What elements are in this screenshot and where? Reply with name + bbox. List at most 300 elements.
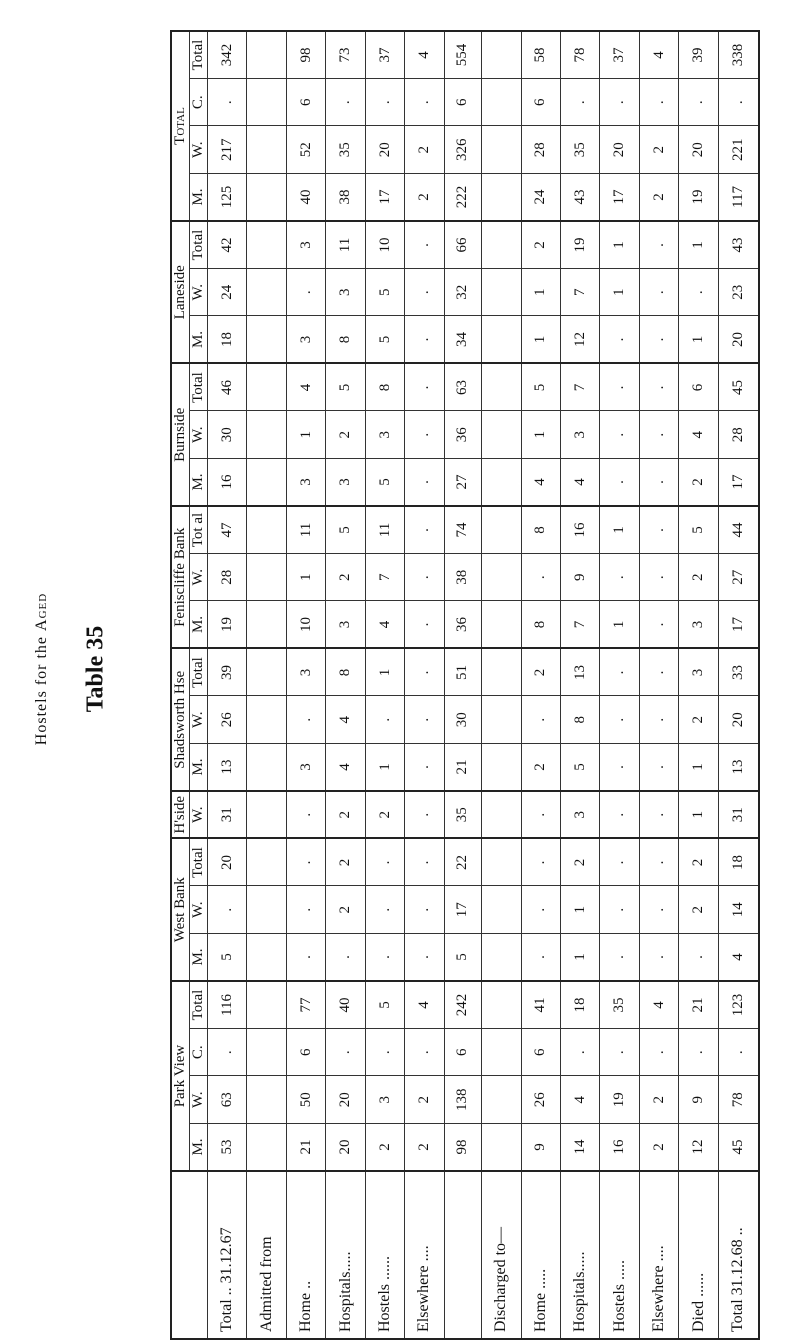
table-cell: 2 (326, 554, 365, 602)
table-row (444, 31, 481, 1339)
table-cell: 26 (208, 696, 247, 744)
row-label (444, 1171, 481, 1339)
table-cell: 35 (326, 126, 365, 174)
table-cell: . (639, 364, 678, 412)
table-cell (247, 744, 286, 792)
table-cell: 6 (521, 1029, 560, 1077)
table-cell: . (286, 886, 325, 934)
table-cell: 28 (208, 554, 247, 602)
table-row (718, 31, 759, 1339)
table-cell: 2 (405, 1076, 444, 1124)
table-cell: 20 (600, 126, 639, 174)
table-cell: . (405, 79, 444, 127)
hostels-table (170, 30, 760, 1340)
table-cell: . (600, 79, 639, 127)
table-cell: 17 (718, 459, 759, 507)
table-cell: 5 (365, 981, 404, 1029)
table-cell: 4 (405, 981, 444, 1029)
table-cell (482, 316, 521, 364)
group-header: Shadsworth Hse (171, 649, 190, 792)
table-cell: 3 (326, 269, 365, 317)
table-cell: . (365, 79, 404, 127)
table-cell: 31 (718, 791, 759, 839)
group-header: Burnside (171, 364, 190, 507)
column-header: M. (190, 316, 208, 364)
table-cell: . (286, 839, 325, 887)
table-cell: 43 (718, 221, 759, 269)
table-cell: 16 (600, 1124, 639, 1172)
table-cell: 2 (365, 1124, 404, 1172)
table-cell: 326 (444, 126, 481, 174)
table-cell: . (679, 1029, 718, 1077)
table-cell: 1 (286, 411, 325, 459)
row-label: Total 31.12.68 .. (718, 1171, 759, 1339)
table-cell: . (600, 364, 639, 412)
column-header: Total (190, 364, 208, 412)
table-cell: . (639, 269, 678, 317)
table-cell: . (405, 506, 444, 554)
table-cell: 36 (444, 601, 481, 649)
table-cell: 1 (521, 316, 560, 364)
table-cell: 17 (600, 174, 639, 222)
column-header: C. (190, 1029, 208, 1077)
table-cell: 10 (286, 601, 325, 649)
table-cell: 1 (561, 934, 600, 982)
table-cell (247, 1124, 286, 1172)
table-cell: 217 (208, 126, 247, 174)
table-cell: . (600, 934, 639, 982)
table-cell: 45 (718, 1124, 759, 1172)
table-cell (247, 696, 286, 744)
table-cell (482, 174, 521, 222)
table-cell (247, 174, 286, 222)
table-cell: 19 (600, 1076, 639, 1124)
table-cell: 17 (365, 174, 404, 222)
row-label: Home ..... (521, 1171, 560, 1339)
group-header: Park View (171, 981, 190, 1171)
table-cell: 5 (365, 316, 404, 364)
table-cell: 8 (521, 601, 560, 649)
table-cell: 2 (679, 839, 718, 887)
table-cell: 44 (718, 506, 759, 554)
column-header: Total (190, 981, 208, 1029)
table-cell: . (639, 1029, 678, 1077)
table-cell: . (639, 316, 678, 364)
table-cell: 21 (679, 981, 718, 1029)
row-label: Elsewhere .... (405, 1171, 444, 1339)
table-cell (247, 79, 286, 127)
table-cell: . (405, 649, 444, 697)
table-cell: 7 (365, 554, 404, 602)
table-row (247, 31, 286, 1339)
table-cell: 9 (521, 1124, 560, 1172)
table-cell: 221 (718, 126, 759, 174)
table-row (679, 31, 718, 1339)
table-cell: . (600, 839, 639, 887)
table-cell: 3 (679, 649, 718, 697)
row-label: Hostels ..... (600, 1171, 639, 1339)
column-header: W. (190, 696, 208, 744)
column-header: W. (190, 126, 208, 174)
table-cell: 1 (679, 221, 718, 269)
table-cell: . (639, 221, 678, 269)
table-cell: 2 (561, 839, 600, 887)
table-container (170, 30, 760, 1340)
table-cell (247, 506, 286, 554)
table-cell: . (639, 411, 678, 459)
table-cell: 9 (561, 554, 600, 602)
row-label: Admitted from (247, 1171, 286, 1339)
table-cell: 117 (718, 174, 759, 222)
table-cell: 1 (521, 269, 560, 317)
table-cell: 74 (444, 506, 481, 554)
table-cell: 17 (444, 886, 481, 934)
table-cell: . (405, 934, 444, 982)
table-cell: . (521, 886, 560, 934)
table-cell: 2 (326, 839, 365, 887)
row-label-header (171, 1171, 208, 1339)
table-cell: . (208, 1029, 247, 1077)
table-cell: . (639, 79, 678, 127)
table-cell: 2 (639, 174, 678, 222)
table-cell: 27 (444, 459, 481, 507)
table-cell: 3 (326, 459, 365, 507)
table-cell: 1 (286, 554, 325, 602)
table-cell: 53 (208, 1124, 247, 1172)
column-header: M. (190, 744, 208, 792)
table-cell: 7 (561, 269, 600, 317)
table-cell (482, 744, 521, 792)
table-cell: 4 (405, 31, 444, 79)
table-cell: 16 (561, 506, 600, 554)
table-cell: 18 (208, 316, 247, 364)
table-cell: . (679, 934, 718, 982)
table-cell: 2 (326, 886, 365, 934)
table-cell: . (600, 411, 639, 459)
table-cell (482, 886, 521, 934)
table-cell: 2 (639, 126, 678, 174)
table-cell: . (365, 696, 404, 744)
table-cell: 4 (286, 364, 325, 412)
table-cell: 5 (326, 364, 365, 412)
table-cell: 45 (718, 364, 759, 412)
table-cell: 30 (208, 411, 247, 459)
table-cell: . (286, 791, 325, 839)
table-cell: 35 (600, 981, 639, 1029)
table-cell (482, 1076, 521, 1124)
table-cell: 5 (679, 506, 718, 554)
table-row (326, 31, 365, 1339)
table-cell: 13 (208, 744, 247, 792)
row-label: Died ...... (679, 1171, 718, 1339)
table-cell: . (561, 1029, 600, 1077)
column-header: Total (190, 649, 208, 697)
table-cell: . (208, 79, 247, 127)
group-header: Feniscliffe Bank (171, 506, 190, 649)
table-cell: . (600, 886, 639, 934)
group-header: West Bank (171, 839, 190, 982)
column-header: Total (190, 221, 208, 269)
table-row (600, 31, 639, 1339)
column-header: Total (190, 839, 208, 887)
table-cell: 43 (561, 174, 600, 222)
column-header: M. (190, 174, 208, 222)
table-cell (247, 601, 286, 649)
table-cell: 4 (561, 459, 600, 507)
column-header: Tot al (190, 506, 208, 554)
table-cell: 11 (326, 221, 365, 269)
table-cell: . (600, 696, 639, 744)
table-cell: 31 (208, 791, 247, 839)
column-header: C. (190, 79, 208, 127)
row-label: Hostels ...... (365, 1171, 404, 1339)
table-cell: 2 (639, 1124, 678, 1172)
table-row (639, 31, 678, 1339)
table-cell: . (405, 601, 444, 649)
table-cell: 5 (326, 506, 365, 554)
table-cell: 3 (365, 1076, 404, 1124)
table-number: Table 35 (82, 625, 109, 713)
table-cell: 2 (326, 411, 365, 459)
table-cell: . (521, 791, 560, 839)
table-cell: 39 (208, 649, 247, 697)
table-cell: . (600, 649, 639, 697)
table-cell: 16 (208, 459, 247, 507)
table-cell (482, 981, 521, 1029)
table-cell: 2 (405, 1124, 444, 1172)
table-cell: . (639, 649, 678, 697)
column-header: W. (190, 411, 208, 459)
row-label: Hospitals..... (326, 1171, 365, 1339)
row-label: Total .. 31.12.67 (208, 1171, 247, 1339)
table-cell: . (718, 79, 759, 127)
table-cell: 21 (286, 1124, 325, 1172)
table-cell: 38 (326, 174, 365, 222)
table-cell: . (521, 934, 560, 982)
table-cell: 1 (600, 506, 639, 554)
table-cell: 3 (365, 411, 404, 459)
table-cell (482, 649, 521, 697)
table-cell: 5 (444, 934, 481, 982)
table-cell (247, 649, 286, 697)
table-cell: 2 (679, 554, 718, 602)
table-cell (482, 79, 521, 127)
table-cell: 78 (718, 1076, 759, 1124)
table-cell: 3 (679, 601, 718, 649)
table-cell: . (405, 411, 444, 459)
table-cell: 24 (521, 174, 560, 222)
table-cell: 242 (444, 981, 481, 1029)
table-row (365, 31, 404, 1339)
table-cell: . (639, 506, 678, 554)
row-label: Discharged to— (482, 1171, 521, 1339)
table-cell: . (600, 554, 639, 602)
table-cell: . (639, 601, 678, 649)
table-cell: 5 (365, 269, 404, 317)
table-cell (482, 554, 521, 602)
column-header: M. (190, 934, 208, 982)
table-cell: . (521, 696, 560, 744)
table-cell (247, 554, 286, 602)
table-cell: 554 (444, 31, 481, 79)
table-cell: 40 (286, 174, 325, 222)
table-cell (247, 459, 286, 507)
table-cell: 98 (286, 31, 325, 79)
table-cell: . (405, 744, 444, 792)
table-body (208, 31, 760, 1339)
table-cell: 2 (521, 221, 560, 269)
running-header-emphasis: Aged (33, 592, 50, 631)
group-header: Laneside (171, 221, 190, 364)
table-cell: 2 (521, 649, 560, 697)
table-cell (247, 364, 286, 412)
table-cell: . (405, 886, 444, 934)
table-cell: 11 (365, 506, 404, 554)
table-cell: 19 (561, 221, 600, 269)
table-cell: 18 (718, 839, 759, 887)
table-cell: 58 (521, 31, 560, 79)
table-cell: 37 (600, 31, 639, 79)
table-cell: 21 (444, 744, 481, 792)
table-cell (247, 791, 286, 839)
table-cell: 63 (444, 364, 481, 412)
table-cell: . (639, 744, 678, 792)
row-label: Elsewhere .... (639, 1171, 678, 1339)
table-cell (247, 1029, 286, 1077)
table-cell: 1 (600, 269, 639, 317)
table-cell: . (600, 316, 639, 364)
table-cell: 123 (718, 981, 759, 1029)
table-cell: 23 (718, 269, 759, 317)
table-cell: 39 (679, 31, 718, 79)
table-cell: 47 (208, 506, 247, 554)
table-row (521, 31, 560, 1339)
table-cell: 6 (679, 364, 718, 412)
table-cell: 338 (718, 31, 759, 79)
table-cell: 20 (718, 316, 759, 364)
running-header (33, 593, 51, 745)
table-cell: 3 (286, 649, 325, 697)
table-cell: . (600, 744, 639, 792)
table-cell: 1 (600, 221, 639, 269)
table-cell (247, 316, 286, 364)
table-cell: 222 (444, 174, 481, 222)
table-cell: 19 (679, 174, 718, 222)
table-cell: 6 (521, 79, 560, 127)
table-cell: 52 (286, 126, 325, 174)
table-cell: 6 (444, 1029, 481, 1077)
table-cell: 7 (561, 601, 600, 649)
table-row (482, 31, 521, 1339)
table-cell: . (326, 79, 365, 127)
table-cell: 46 (208, 364, 247, 412)
table-cell: 125 (208, 174, 247, 222)
column-header: W. (190, 269, 208, 317)
table-cell: 50 (286, 1076, 325, 1124)
table-cell: . (521, 839, 560, 887)
table-cell (482, 1029, 521, 1077)
table-cell: 3 (326, 601, 365, 649)
table-cell: 20 (208, 839, 247, 887)
table-cell: . (639, 791, 678, 839)
group-header: H'side (171, 791, 190, 839)
table-cell (482, 459, 521, 507)
table-cell (482, 221, 521, 269)
table-cell: 1 (521, 411, 560, 459)
table-cell: 4 (561, 1076, 600, 1124)
table-cell: 6 (286, 79, 325, 127)
table-cell: 2 (521, 744, 560, 792)
table-cell: 5 (561, 744, 600, 792)
table-cell: 14 (718, 886, 759, 934)
table-row (208, 31, 247, 1339)
table-cell: 18 (561, 981, 600, 1029)
table-cell (482, 269, 521, 317)
table-cell: 26 (521, 1076, 560, 1124)
table-cell (247, 839, 286, 887)
table-cell: 12 (679, 1124, 718, 1172)
table-cell: 30 (444, 696, 481, 744)
table-cell: 66 (444, 221, 481, 269)
table-cell: . (600, 791, 639, 839)
table-cell: 8 (326, 316, 365, 364)
table-cell: 73 (326, 31, 365, 79)
table-cell (247, 886, 286, 934)
column-header: M. (190, 1124, 208, 1172)
table-cell (482, 601, 521, 649)
table-cell: 4 (521, 459, 560, 507)
table-cell: 342 (208, 31, 247, 79)
table-cell (482, 31, 521, 79)
column-header: W. (190, 554, 208, 602)
table-cell (247, 126, 286, 174)
table-cell: . (405, 839, 444, 887)
table-cell: 2 (679, 459, 718, 507)
table-cell: 19 (208, 601, 247, 649)
table-cell (482, 126, 521, 174)
table-cell (482, 1124, 521, 1172)
table-cell: . (326, 1029, 365, 1077)
table-cell: 1 (365, 649, 404, 697)
table-cell: 3 (561, 791, 600, 839)
table-cell: 32 (444, 269, 481, 317)
table-cell: 51 (444, 649, 481, 697)
table-cell: . (561, 79, 600, 127)
table-cell: 78 (561, 31, 600, 79)
table-cell (247, 934, 286, 982)
table-cell: 42 (208, 221, 247, 269)
table-cell: . (405, 221, 444, 269)
table-cell: 2 (365, 791, 404, 839)
column-header: M. (190, 601, 208, 649)
table-cell: 5 (365, 459, 404, 507)
table-cell: . (405, 364, 444, 412)
table-cell: 98 (444, 1124, 481, 1172)
table-cell: 2 (405, 174, 444, 222)
table-cell: 2 (639, 1076, 678, 1124)
table-cell: 116 (208, 981, 247, 1029)
table-cell (482, 411, 521, 459)
table-cell: 8 (561, 696, 600, 744)
table-cell: . (718, 1029, 759, 1077)
table-cell: 14 (561, 1124, 600, 1172)
column-header: W. (190, 1076, 208, 1124)
table-cell: . (405, 791, 444, 839)
table-cell: 3 (561, 411, 600, 459)
table-cell: 5 (208, 934, 247, 982)
table-cell: 4 (365, 601, 404, 649)
group-header-row (171, 31, 190, 1339)
